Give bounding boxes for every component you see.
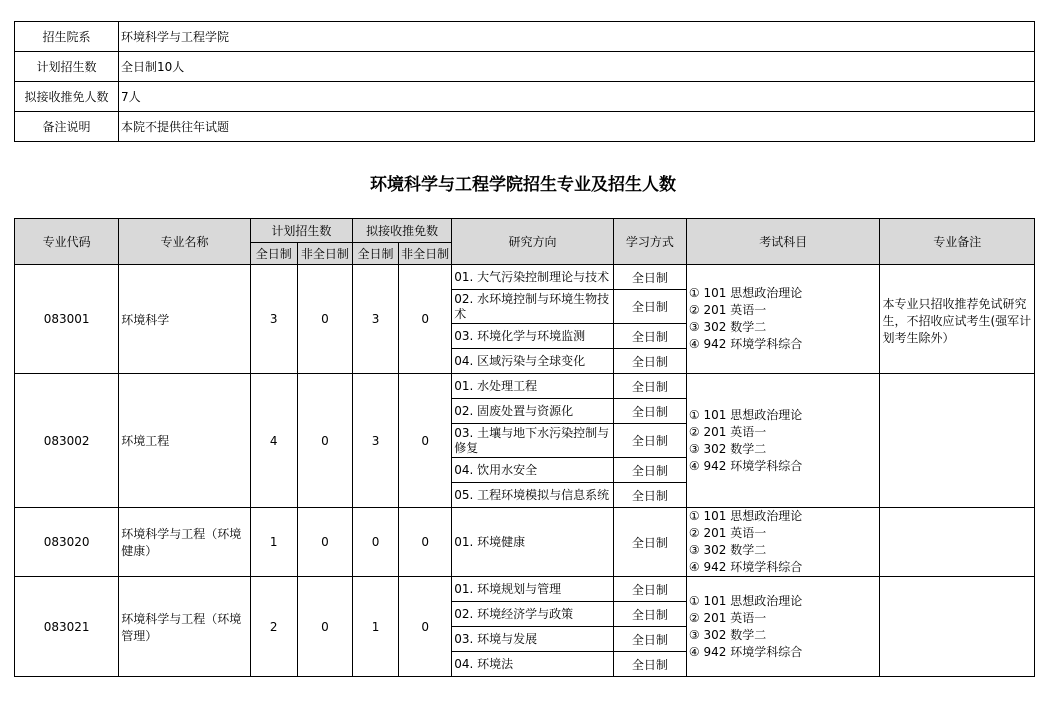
major-code: 083020 — [15, 508, 119, 577]
info-label: 招生院系 — [15, 22, 119, 52]
info-value: 7人 — [119, 82, 1035, 112]
study-mode: 全日制 — [613, 424, 686, 458]
info-row — [15, 22, 1035, 52]
subject-item: ② 201 英语一 — [688, 610, 767, 625]
table-row — [15, 265, 1035, 290]
direction: 03. 土壤与地下水污染控制与修复 — [452, 424, 613, 458]
page-title: 环境科学与工程学院招生专业及招生人数 — [370, 175, 676, 195]
info-row — [15, 82, 1035, 112]
plan-parttime: 0 — [297, 265, 352, 374]
tuimian-parttime: 0 — [399, 508, 452, 577]
table-row — [15, 374, 1035, 399]
header-subjects: 考试科目 — [686, 219, 880, 265]
subject-item: ③ 302 数学二 — [688, 320, 767, 334]
direction: 01. 环境规划与管理 — [452, 577, 613, 602]
exam-subjects — [686, 577, 880, 677]
study-mode: 全日制 — [613, 374, 686, 399]
study-mode: 全日制 — [613, 577, 686, 602]
table-row — [15, 508, 1035, 577]
exam-subjects — [686, 265, 880, 374]
major-code: 083002 — [15, 374, 119, 508]
header-plan-fulltime: 全日制 — [250, 243, 297, 265]
info-row — [15, 52, 1035, 82]
direction: 03. 环境化学与环境监测 — [452, 324, 613, 349]
major-name: 环境科学与工程（环境管理） — [119, 577, 250, 677]
header-direction: 研究方向 — [452, 219, 613, 265]
exam-subjects — [686, 374, 880, 508]
subject-item: ④ 942 环境学科综合 — [688, 644, 803, 659]
direction: 01. 水处理工程 — [452, 374, 613, 399]
tuimian-fulltime: 3 — [352, 265, 398, 374]
plan-fulltime: 2 — [250, 577, 297, 677]
header-row — [15, 219, 1035, 243]
subject-item: ② 201 英语一 — [688, 526, 767, 540]
major-remark — [880, 508, 1035, 577]
subject-item: ① 101 思想政治理论 — [688, 593, 803, 608]
major-remark — [880, 374, 1035, 508]
info-table — [14, 21, 1035, 142]
direction: 03. 环境与发展 — [452, 627, 613, 652]
header-remark: 专业备注 — [880, 219, 1035, 265]
study-mode: 全日制 — [613, 349, 686, 374]
plan-fulltime: 4 — [250, 374, 297, 508]
plan-parttime: 0 — [297, 577, 352, 677]
study-mode: 全日制 — [613, 652, 686, 677]
info-value: 本院不提供往年试题 — [119, 112, 1035, 142]
subject-item: ④ 942 环境学科综合 — [688, 458, 803, 473]
subject-item: ③ 302 数学二 — [688, 627, 767, 642]
subject-item: ③ 302 数学二 — [688, 441, 767, 456]
direction: 05. 工程环境模拟与信息系统 — [452, 483, 613, 508]
study-mode: 全日制 — [613, 602, 686, 627]
study-mode: 全日制 — [613, 324, 686, 349]
tuimian-parttime: 0 — [399, 374, 452, 508]
header-plan-parttime: 非全日制 — [297, 243, 352, 265]
subject-item: ② 201 英语一 — [688, 303, 767, 317]
study-mode: 全日制 — [613, 265, 686, 290]
table-row — [15, 577, 1035, 602]
plan-parttime: 0 — [297, 508, 352, 577]
major-code: 083001 — [15, 265, 119, 374]
direction: 01. 环境健康 — [452, 508, 613, 577]
major-name: 环境科学 — [119, 265, 250, 374]
info-label: 计划招生数 — [15, 52, 119, 82]
subject-item: ① 101 思想政治理论 — [688, 407, 803, 422]
info-label: 备注说明 — [15, 112, 119, 142]
major-code: 083021 — [15, 577, 119, 677]
direction: 02. 水环境控制与环境生物技术 — [452, 290, 613, 324]
subject-item: ② 201 英语一 — [688, 424, 767, 439]
header-mode: 学习方式 — [613, 219, 686, 265]
header-code: 专业代码 — [15, 219, 119, 265]
info-value: 环境科学与工程学院 — [119, 22, 1035, 52]
header-plan: 计划招生数 — [250, 219, 352, 243]
tuimian-fulltime: 3 — [352, 374, 398, 508]
header-tm-parttime: 非全日制 — [399, 243, 452, 265]
major-remark: 本专业只招收推荐免试研究生，不招收应试考生(强军计划考生除外） — [880, 265, 1035, 374]
subject-item: ④ 942 环境学科综合 — [688, 560, 803, 574]
subject-item: ① 101 思想政治理论 — [688, 286, 803, 300]
header-tuimian: 拟接收推免数 — [352, 219, 451, 243]
plan-parttime: 0 — [297, 374, 352, 508]
tuimian-parttime: 0 — [399, 577, 452, 677]
direction: 04. 环境法 — [452, 652, 613, 677]
tuimian-fulltime: 1 — [352, 577, 398, 677]
major-remark — [880, 577, 1035, 677]
direction: 04. 区域污染与全球变化 — [452, 349, 613, 374]
tuimian-parttime: 0 — [399, 265, 452, 374]
study-mode: 全日制 — [613, 399, 686, 424]
study-mode: 全日制 — [613, 458, 686, 483]
study-mode: 全日制 — [613, 627, 686, 652]
plan-fulltime: 3 — [250, 265, 297, 374]
study-mode: 全日制 — [613, 290, 686, 324]
subject-item: ① 101 思想政治理论 — [688, 509, 803, 523]
study-mode: 全日制 — [613, 508, 686, 577]
header-name: 专业名称 — [119, 219, 250, 265]
info-row — [15, 112, 1035, 142]
direction: 01. 大气污染控制理论与技术 — [452, 265, 613, 290]
subject-item: ③ 302 数学二 — [688, 543, 767, 557]
header-tm-fulltime: 全日制 — [352, 243, 398, 265]
tuimian-fulltime: 0 — [352, 508, 398, 577]
major-name: 环境工程 — [119, 374, 250, 508]
exam-subjects — [686, 508, 880, 577]
info-value: 全日制10人 — [119, 52, 1035, 82]
majors-table — [14, 218, 1035, 677]
major-name: 环境科学与工程（环境健康） — [119, 508, 250, 577]
plan-fulltime: 1 — [250, 508, 297, 577]
direction: 02. 固废处置与资源化 — [452, 399, 613, 424]
info-label: 拟接收推免人数 — [15, 82, 119, 112]
study-mode: 全日制 — [613, 483, 686, 508]
direction: 02. 环境经济学与政策 — [452, 602, 613, 627]
subject-item: ④ 942 环境学科综合 — [688, 337, 803, 351]
direction: 04. 饮用水安全 — [452, 458, 613, 483]
